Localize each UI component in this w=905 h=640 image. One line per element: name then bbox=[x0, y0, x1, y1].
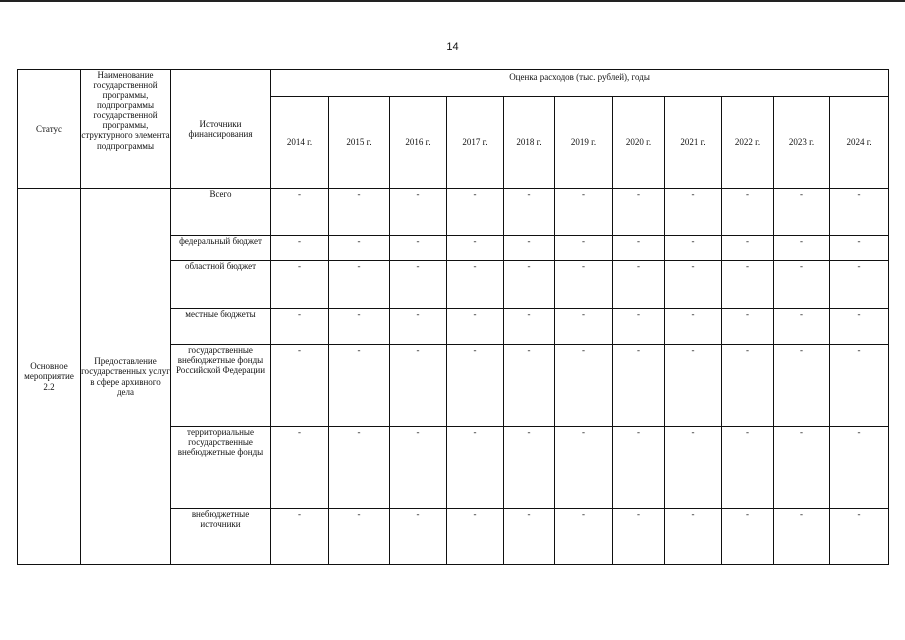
value-text: - bbox=[691, 427, 695, 437]
value-cell bbox=[555, 236, 613, 261]
header-year-2019: 2019 г. bbox=[555, 97, 613, 189]
value-text: - bbox=[691, 189, 695, 199]
program-name-cell: Предоставление государственных услуг в сфере архивного дела bbox=[81, 189, 171, 565]
status-cell: Основное мероприятие 2.2 bbox=[18, 189, 81, 565]
value-text: - bbox=[746, 189, 749, 199]
value-text: - bbox=[582, 261, 585, 271]
value-cell bbox=[555, 509, 613, 565]
value-text: - bbox=[800, 236, 803, 246]
value-text: - bbox=[473, 427, 477, 437]
value-cell bbox=[774, 509, 830, 565]
header-year-2021: 2021 г. bbox=[665, 97, 722, 189]
value-cell bbox=[774, 261, 830, 309]
value-cell bbox=[830, 509, 889, 565]
value-text: - bbox=[582, 236, 585, 246]
value-text: - bbox=[857, 261, 861, 271]
value-text: - bbox=[416, 261, 420, 271]
value-text: - bbox=[800, 309, 803, 319]
value-text: - bbox=[691, 261, 695, 271]
value-text: - bbox=[857, 345, 861, 355]
value-cell bbox=[722, 189, 774, 236]
value-cell bbox=[504, 309, 555, 345]
value-text: - bbox=[357, 309, 361, 319]
value-text: - bbox=[416, 427, 420, 437]
value-text: - bbox=[746, 236, 749, 246]
value-text: - bbox=[527, 345, 531, 355]
value-text: - bbox=[416, 345, 420, 355]
value-cell bbox=[390, 309, 447, 345]
value-cell bbox=[271, 236, 329, 261]
value-text: - bbox=[298, 509, 301, 519]
header-year-2016: 2016 г. bbox=[390, 97, 447, 189]
value-text: - bbox=[527, 427, 531, 437]
value-text: - bbox=[637, 427, 640, 437]
value-text: - bbox=[298, 189, 301, 199]
value-cell bbox=[774, 189, 830, 236]
funding-source-cell: областной бюджет bbox=[171, 261, 271, 309]
value-cell bbox=[665, 236, 722, 261]
value-cell bbox=[271, 427, 329, 509]
value-text: - bbox=[298, 427, 301, 437]
value-cell bbox=[665, 509, 722, 565]
value-cell bbox=[613, 261, 665, 309]
value-text: - bbox=[416, 189, 420, 199]
value-cell bbox=[390, 236, 447, 261]
header-sources: Источники финансирования bbox=[171, 70, 271, 189]
value-cell bbox=[447, 345, 504, 427]
value-text: - bbox=[416, 509, 420, 519]
value-cell bbox=[613, 345, 665, 427]
value-cell bbox=[613, 509, 665, 565]
value-text: - bbox=[473, 509, 477, 519]
value-text: - bbox=[691, 345, 695, 355]
header-year-2020: 2020 г. bbox=[613, 97, 665, 189]
value-text: - bbox=[527, 236, 531, 246]
value-cell bbox=[504, 236, 555, 261]
value-text: - bbox=[527, 189, 531, 199]
value-cell bbox=[390, 509, 447, 565]
value-text: - bbox=[637, 309, 640, 319]
value-cell bbox=[665, 189, 722, 236]
value-text: - bbox=[582, 427, 585, 437]
value-cell bbox=[722, 236, 774, 261]
value-cell bbox=[830, 189, 889, 236]
value-cell bbox=[613, 427, 665, 509]
value-text: - bbox=[857, 509, 861, 519]
value-cell bbox=[504, 189, 555, 236]
value-text: - bbox=[800, 427, 803, 437]
value-text: - bbox=[857, 309, 861, 319]
value-text: - bbox=[473, 236, 477, 246]
value-text: - bbox=[691, 309, 695, 319]
value-cell bbox=[774, 309, 830, 345]
value-cell bbox=[830, 261, 889, 309]
value-cell bbox=[447, 189, 504, 236]
header-year-2017: 2017 г. bbox=[447, 97, 504, 189]
value-cell bbox=[830, 309, 889, 345]
value-cell bbox=[271, 261, 329, 309]
value-text: - bbox=[298, 309, 301, 319]
value-cell bbox=[613, 309, 665, 345]
value-cell bbox=[447, 261, 504, 309]
value-cell bbox=[329, 189, 390, 236]
value-cell bbox=[555, 427, 613, 509]
header-status: Статус bbox=[18, 70, 81, 189]
value-cell bbox=[774, 345, 830, 427]
value-cell bbox=[447, 427, 504, 509]
value-cell bbox=[613, 236, 665, 261]
value-text: - bbox=[691, 236, 695, 246]
value-text: - bbox=[357, 189, 361, 199]
value-cell bbox=[271, 509, 329, 565]
header-row-top bbox=[18, 70, 889, 97]
value-text: - bbox=[527, 261, 531, 271]
header-year-2014: 2014 г. bbox=[271, 97, 329, 189]
value-cell bbox=[329, 309, 390, 345]
value-cell bbox=[722, 261, 774, 309]
value-text: - bbox=[582, 345, 585, 355]
value-text: - bbox=[357, 261, 361, 271]
value-text: - bbox=[357, 427, 361, 437]
value-cell bbox=[271, 345, 329, 427]
header-year-2018: 2018 г. bbox=[504, 97, 555, 189]
value-cell bbox=[665, 345, 722, 427]
value-text: - bbox=[746, 509, 749, 519]
table-body bbox=[18, 189, 889, 565]
value-text: - bbox=[746, 345, 749, 355]
value-text: - bbox=[857, 236, 861, 246]
value-cell bbox=[504, 261, 555, 309]
header-year-2024: 2024 г. bbox=[830, 97, 889, 189]
value-cell bbox=[447, 509, 504, 565]
value-text: - bbox=[800, 345, 803, 355]
value-cell bbox=[329, 509, 390, 565]
value-cell bbox=[329, 345, 390, 427]
value-cell bbox=[555, 309, 613, 345]
value-cell bbox=[722, 427, 774, 509]
value-text: - bbox=[800, 261, 803, 271]
value-text: - bbox=[298, 261, 301, 271]
funding-source-cell: федеральный бюджет bbox=[171, 236, 271, 261]
page-number: 14 bbox=[446, 41, 459, 53]
value-text: - bbox=[527, 309, 531, 319]
value-text: - bbox=[357, 345, 361, 355]
value-text: - bbox=[357, 236, 361, 246]
value-cell bbox=[271, 189, 329, 236]
value-text: - bbox=[582, 189, 585, 199]
value-cell bbox=[555, 189, 613, 236]
value-cell bbox=[555, 345, 613, 427]
value-text: - bbox=[800, 509, 803, 519]
value-cell bbox=[722, 345, 774, 427]
value-cell bbox=[504, 509, 555, 565]
value-text: - bbox=[637, 509, 640, 519]
value-cell bbox=[830, 236, 889, 261]
header-year-2022: 2022 г. bbox=[722, 97, 774, 189]
value-text: - bbox=[357, 509, 361, 519]
value-cell bbox=[390, 189, 447, 236]
header-year-2015: 2015 г. bbox=[329, 97, 390, 189]
value-cell bbox=[665, 309, 722, 345]
table-row bbox=[18, 189, 889, 236]
value-text: - bbox=[800, 189, 803, 199]
value-cell bbox=[390, 261, 447, 309]
value-text: - bbox=[473, 309, 477, 319]
value-cell bbox=[613, 189, 665, 236]
value-text: - bbox=[582, 509, 585, 519]
value-text: - bbox=[637, 345, 640, 355]
value-text: - bbox=[298, 345, 301, 355]
funding-source-cell: Всего bbox=[171, 189, 271, 236]
value-cell bbox=[390, 427, 447, 509]
value-text: - bbox=[637, 261, 640, 271]
value-text: - bbox=[473, 261, 477, 271]
scan-top-edge bbox=[0, 0, 905, 2]
value-cell bbox=[447, 309, 504, 345]
funding-source-cell: внебюджетные источники bbox=[171, 509, 271, 565]
value-cell bbox=[830, 345, 889, 427]
value-text: - bbox=[473, 345, 477, 355]
funding-source-cell: государственные внебюджетные фонды Российской Федерации bbox=[171, 345, 271, 427]
value-cell bbox=[774, 236, 830, 261]
value-cell bbox=[665, 261, 722, 309]
value-text: - bbox=[582, 309, 585, 319]
value-text: - bbox=[746, 427, 749, 437]
value-cell bbox=[665, 427, 722, 509]
header-expenses: Оценка расходов (тыс. рублей), годы bbox=[271, 70, 889, 97]
value-cell bbox=[329, 236, 390, 261]
value-text: - bbox=[473, 189, 477, 199]
value-text: - bbox=[746, 309, 749, 319]
value-text: - bbox=[637, 189, 640, 199]
value-text: - bbox=[298, 236, 301, 246]
funding-source-cell: территориальные государственные внебюджетные фонды bbox=[171, 427, 271, 509]
value-text: - bbox=[416, 236, 420, 246]
value-cell bbox=[722, 309, 774, 345]
value-text: - bbox=[746, 261, 749, 271]
value-cell bbox=[447, 236, 504, 261]
value-text: - bbox=[691, 509, 695, 519]
value-cell bbox=[271, 309, 329, 345]
value-text: - bbox=[637, 236, 640, 246]
value-cell bbox=[830, 427, 889, 509]
header-program-name: Наименование государственной программы, подпрограммы государственной программы, структурного элемента подпрограммы bbox=[81, 70, 171, 189]
value-text: - bbox=[527, 509, 531, 519]
value-cell bbox=[555, 261, 613, 309]
value-cell bbox=[329, 261, 390, 309]
value-cell bbox=[504, 345, 555, 427]
value-cell bbox=[329, 427, 390, 509]
header-year-2023: 2023 г. bbox=[774, 97, 830, 189]
value-text: - bbox=[416, 309, 420, 319]
value-cell bbox=[774, 427, 830, 509]
value-cell bbox=[504, 427, 555, 509]
funding-source-cell: местные бюджеты bbox=[171, 309, 271, 345]
value-text: - bbox=[857, 427, 861, 437]
budget-table bbox=[17, 69, 889, 565]
value-cell bbox=[722, 509, 774, 565]
value-text: - bbox=[857, 189, 861, 199]
value-cell bbox=[390, 345, 447, 427]
